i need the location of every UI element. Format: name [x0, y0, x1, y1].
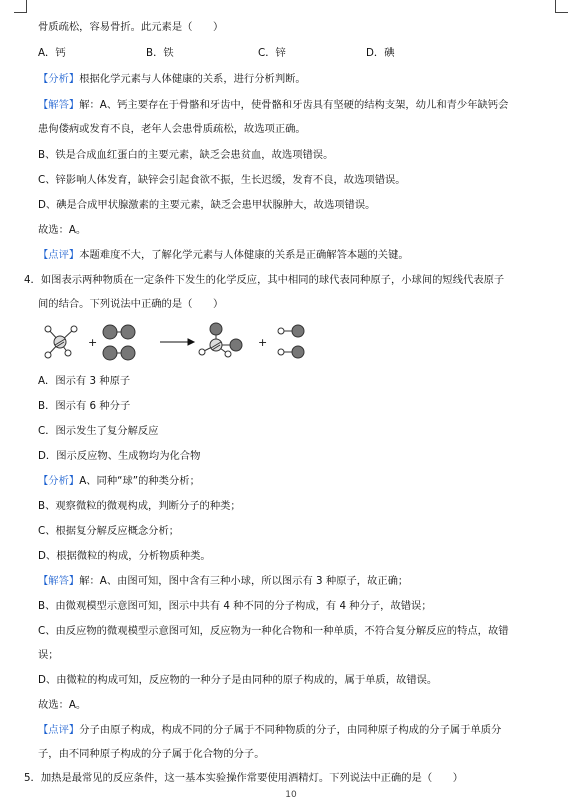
reaction-arrow [160, 339, 194, 345]
q4-comment-line-1: 【点评】分子由原子构成，构成不同的分子属于不同种物质的分子，由同种原子构成的分子属于单质分 [38, 724, 502, 736]
reactant-element-molecules [103, 325, 135, 360]
q5-stem: 5．加热是最常见的反应条件，这一基本实验操作常要使用酒精灯。下列说法中正确的是（ ） [24, 772, 464, 784]
q4-stem-line-1: 4．如图表示两种物质在一定条件下发生的化学反应，其中相同的球代表同种原子，小球间的短线代表原子 [24, 274, 505, 286]
reaction-diagram [38, 320, 338, 365]
analysis-tag: 【分析】 [38, 475, 80, 487]
q3-stem-tail: 骨质疏松，容易骨折。此元素是（ ） [38, 21, 224, 33]
q4-option-d: D．图示反应物、生成物均为化合物 [38, 450, 201, 462]
q3-options [38, 46, 395, 60]
q3-comment: 【点评】本题难度不大，了解化学元素与人体健康的关系是正确解答本题的关键。 [38, 249, 409, 261]
q4-option-a: A．图示有 3 种原子 [38, 375, 131, 387]
q3-answer-line-2: 患佝偻病或发育不良，老年人会患骨质疏松，故选项正确。 [38, 123, 306, 135]
q4-analysis-line-3: C、根据复分解反应概念分析； [38, 525, 180, 537]
q4-answer-line-3: C、由反应物的微观模型示意图可知，反应物为一种化合物和一种单质，不符合复分解反应的特点，故错 [38, 625, 509, 637]
q4-stem-line-2: 间的结合。下列说法中正确的是（ ） [38, 298, 224, 310]
q3-answer-line-4: C、锌影响人体发育，缺锌会引起食欲不振，生长迟缓，发育不良，故选项错误。 [38, 174, 406, 186]
corner-mark-top-right [555, 0, 568, 13]
q3-answer-line-3: B、铁是合成血红蛋白的主要元素，缺乏会患贫血，故选项错误。 [38, 149, 334, 161]
plus-sign: + [258, 336, 268, 349]
q3-choice: 故选：A。 [38, 224, 87, 236]
comment-tag: 【点评】 [38, 249, 80, 261]
page-number: 10 [285, 790, 297, 800]
q3-answer-line-1: 【解答】解：A、钙主要存在于骨骼和牙齿中，使骨骼和牙齿具有坚硬的结构支架，幼儿和青少年缺钙会 [38, 99, 509, 111]
q4-option-b: B．图示有 6 种分子 [38, 400, 131, 412]
q4-analysis-line-1: 【分析】A、同种“球”的种类分析； [38, 475, 200, 487]
q3-answer-line-5: D、碘是合成甲状腺激素的主要元素，缺乏会患甲状腺肿大，故选项错误。 [38, 199, 376, 211]
q3-option-d: D．碘 [366, 47, 395, 59]
answer-tag: 【解答】 [38, 99, 80, 111]
q3-option-a: A．钙 [38, 47, 66, 59]
q3-option-b: B．铁 [146, 47, 174, 59]
q4-answer-line-2: B、由微观模型示意图可知，图示中共有 4 种不同的分子构成，有 4 种分子，故错误； [38, 600, 432, 612]
q4-answer-line-1: 【解答】解：A、由图可知，图中含有三种小球，所以图示有 3 种原子，故正确； [38, 575, 409, 587]
q4-comment-line-2: 子，由不同种原子构成的分子属于化合物的分子。 [38, 748, 265, 760]
plus-sign: + [88, 336, 98, 349]
q3-analysis: 【分析】根据化学元素与人体健康的关系，进行分析判断。 [38, 73, 306, 85]
q4-answer-line-5: D、由微粒的构成可知，反应物的一种分子是由同种的原子构成的，属于单质，故错误。 [38, 674, 438, 686]
q4-answer-line-4: 误； [38, 649, 59, 661]
analysis-tag: 【分析】 [38, 73, 80, 85]
comment-tag: 【点评】 [38, 724, 80, 736]
q3-option-c: C．锌 [258, 47, 286, 59]
q4-analysis-line-4: D、根据微粒的构成，分析物质种类。 [38, 550, 211, 562]
reactant-compound-molecule [45, 326, 77, 358]
product-compound-molecule [199, 323, 242, 357]
q4-analysis-line-2: B、观察微粒的微观构成，判断分子的种类； [38, 500, 241, 512]
answer-tag: 【解答】 [38, 575, 80, 587]
q4-choice: 故选：A。 [38, 699, 87, 711]
corner-mark-top-left [14, 0, 27, 13]
product-molecules [278, 325, 304, 358]
q4-option-c: C．图示发生了复分解反应 [38, 425, 159, 437]
